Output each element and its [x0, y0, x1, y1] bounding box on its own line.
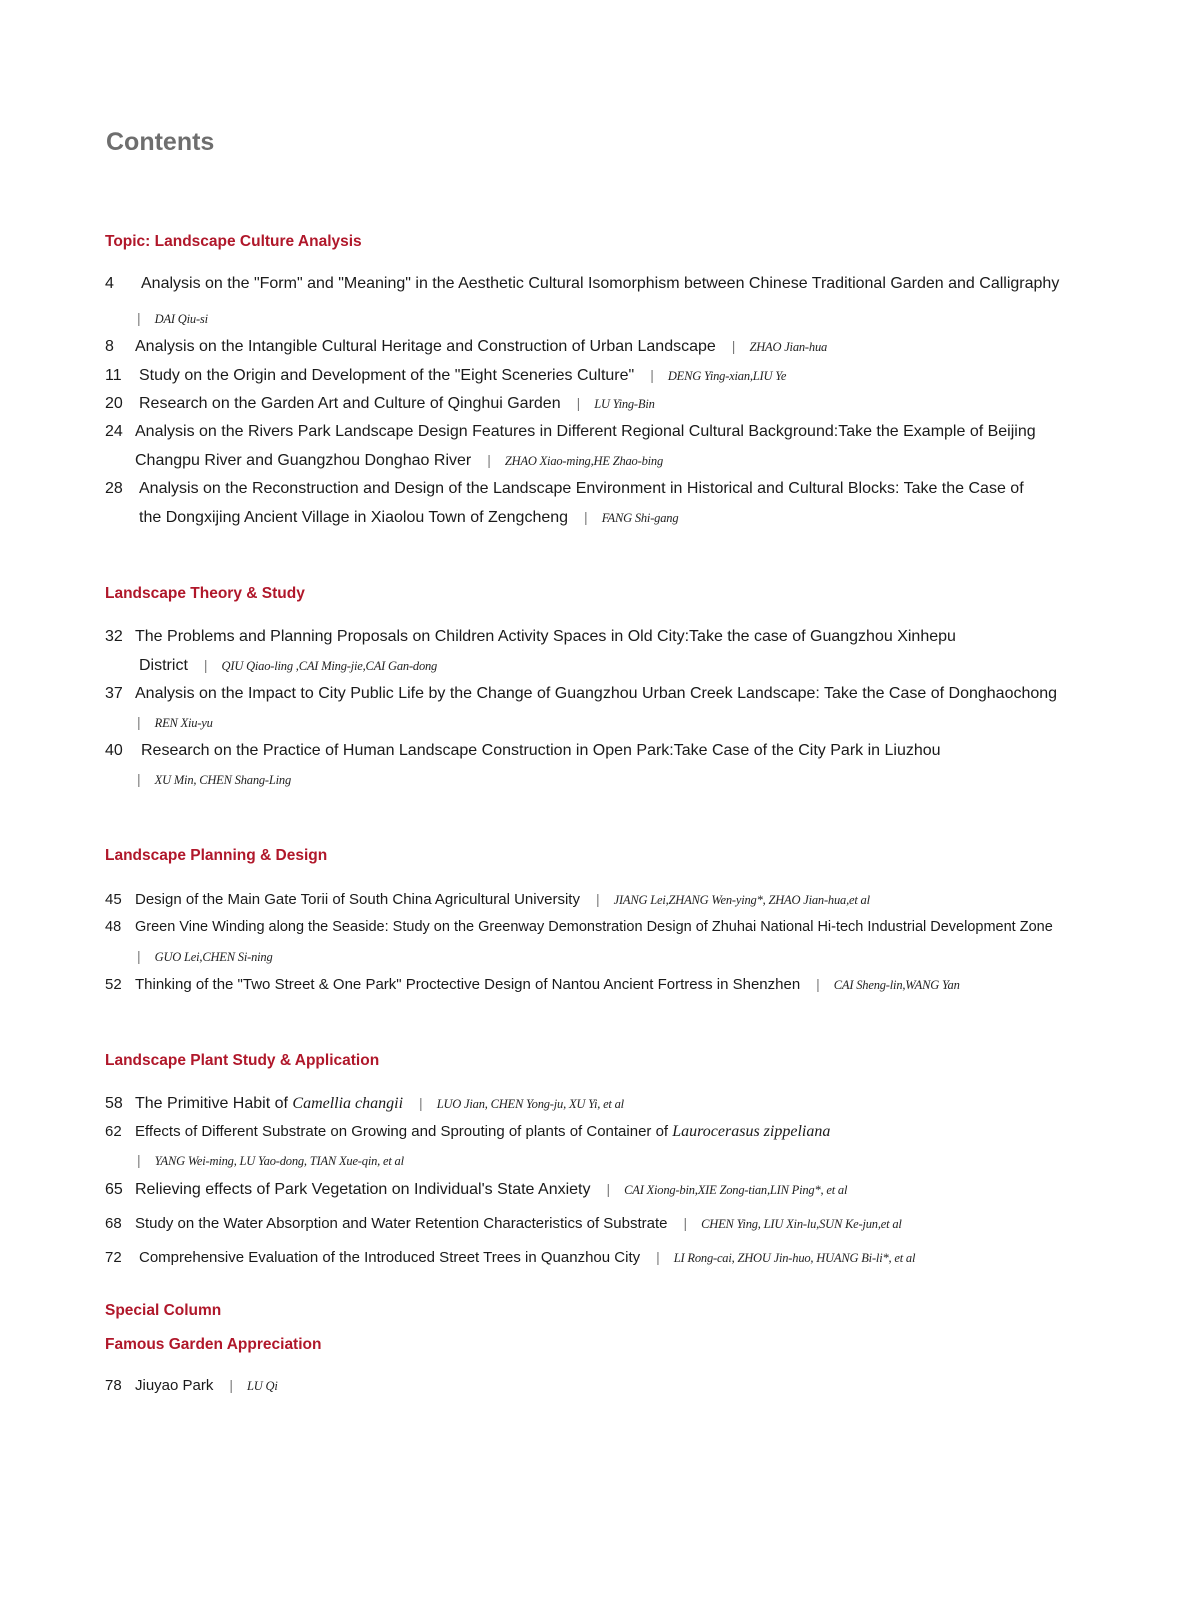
toc-entry-continuation: Changpu River and Guangzhou Donghao River | ZHAO Xiao-ming,HE Zhao-bing — [135, 452, 663, 469]
entry-author: REN Xiu-yu — [154, 716, 213, 730]
page-number: 37 — [105, 685, 123, 702]
section-heading-special: Special Column — [105, 1302, 222, 1319]
entry-author: DENG Ying-xian,LIU Ye — [667, 369, 787, 383]
page-number: 8 — [105, 338, 114, 355]
toc-entry[interactable]: 72 Comprehensive Evaluation of the Introduced Street Trees in Quanzhou City | LI Rong-cai, ZHOU Jin-huo, HUANG Bi-li*, et al — [105, 1249, 916, 1266]
subsection-heading-famous-garden: Famous Garden Appreciation — [105, 1336, 322, 1353]
page-number: 28 — [105, 480, 123, 497]
section-heading-culture: Topic: Landscape Culture Analysis — [105, 233, 362, 250]
toc-entry[interactable] — [105, 741, 941, 761]
page-number: 11 — [105, 367, 122, 384]
page-number: 4 — [105, 275, 114, 292]
page-number: 45 — [105, 891, 122, 908]
entry-author: LU Ying-Bin — [594, 397, 655, 411]
species-name: Laurocerasus zippeliana — [672, 1123, 831, 1140]
page-number: 62 — [105, 1123, 122, 1140]
entry-title-cont: the Dongxijing Ancient Village in Xiaolou Town of Zengcheng — [139, 509, 569, 526]
section-heading-planning: Landscape Planning & Design — [105, 847, 328, 864]
entry-title: The Problems and Planning Proposals on Children Activity Spaces in Old City:Take the case of Guangzhou Xinhepu — [135, 628, 956, 645]
toc-entry[interactable]: 11 Study on the Origin and Development of the "Eight Sceneries Culture" | DENG Ying-xian,LIU Ye — [105, 367, 787, 384]
entry-author: JIANG Lei,ZHANG Wen-ying*, ZHAO Jian-hua,et al — [613, 893, 870, 907]
toc-entry[interactable]: 65 Relieving effects of Park Vegetation on Individual's State Anxiety | CAI Xiong-bin,XIE Zong-tian,LIN Ping*, et al — [105, 1181, 848, 1198]
entry-author: ZHAO Xiao-ming,HE Zhao-bing — [504, 454, 663, 468]
page-number: 58 — [105, 1095, 123, 1112]
entry-author: CAI Sheng-lin,WANG Yan — [833, 978, 960, 992]
entry-title-cont: Changpu River and Guangzhou Donghao River — [135, 452, 472, 469]
entry-author: QIU Qiao-ling ,CAI Ming-jie,CAI Gan-dong — [221, 659, 438, 673]
entry-title: Study on the Origin and Development of the "Eight Sceneries Culture" — [139, 367, 635, 384]
toc-entry[interactable]: 58 The Primitive Habit of Camellia changii | LUO Jian, CHEN Yong-ju, XU Yi, et al — [105, 1095, 624, 1112]
entry-title: Thinking of the "Two Street & One Park" Proctective Design of Nantou Ancient Fortress in Shenzhen — [135, 976, 801, 993]
entry-author: DAI Qiu-si — [154, 312, 208, 326]
entry-author: CHEN Ying, LIU Xin-lu,SUN Ke-jun,et al — [701, 1217, 902, 1231]
toc-entry-author-line: | GUO Lei,CHEN Si-ning — [137, 948, 273, 964]
entry-author: FANG Shi-gang — [601, 511, 679, 525]
entry-author: YANG Wei-ming, LU Yao-dong, TIAN Xue-qin, et al — [154, 1154, 404, 1168]
entry-title: Analysis on the Impact to City Public Life by the Change of Guangzhou Urban Creek Landscape: Take the Case of Donghaochong — [135, 685, 1058, 702]
entry-title: Analysis on the Rivers Park Landscape Design Features in Different Regional Cultural Background:Take the Example of Beijing — [135, 423, 1036, 440]
species-name: Camellia changii — [292, 1095, 404, 1112]
toc-entry[interactable]: 78 Jiuyao Park | LU Qi — [105, 1377, 278, 1394]
entry-title: Research on the Garden Art and Culture of Qinghui Garden — [139, 395, 561, 412]
entry-title: The Primitive Habit of Camellia changii — [135, 1095, 404, 1112]
page-number: 24 — [105, 423, 123, 440]
entry-title: Analysis on the "Form" and "Meaning" in the Aesthetic Cultural Isomorphism between Chinese Traditional Garden and Calligraphy — [141, 275, 1060, 292]
page-number: 20 — [105, 395, 123, 412]
page-number: 52 — [105, 976, 122, 993]
toc-entry[interactable] — [105, 274, 1059, 294]
toc-entry[interactable] — [105, 627, 956, 647]
entry-title: Green Vine Winding along the Seaside: Study on the Greenway Demonstration Design of Zhuhai National Hi-tech Industrial Development Zone — [135, 919, 1053, 935]
entry-author: ZHAO Jian-hua — [749, 340, 828, 354]
page-number: 72 — [105, 1249, 122, 1266]
toc-entry-author-line: | YANG Wei-ming, LU Yao-dong, TIAN Xue-qin, et al — [137, 1152, 404, 1168]
entry-title: Research on the Practice of Human Landscape Construction in Open Park:Take Case of the City Park in Liuzhou — [141, 742, 941, 759]
entry-author: XU Min, CHEN Shang-Ling — [154, 773, 292, 787]
toc-entry[interactable] — [105, 1122, 830, 1142]
section-heading-plant: Landscape Plant Study & Application — [105, 1052, 380, 1069]
entry-author: LUO Jian, CHEN Yong-ju, XU Yi, et al — [436, 1097, 624, 1111]
page-title: Contents — [106, 128, 215, 156]
entry-title: Design of the Main Gate Torii of South China Agricultural University — [135, 891, 580, 908]
toc-entry[interactable]: 52 Thinking of the "Two Street & One Park" Proctective Design of Nantou Ancient Fortress in Shenzhen | CAI Sheng-lin,WANG Yan — [105, 976, 960, 993]
toc-entry-author-line: | XU Min, CHEN Shang-Ling — [137, 771, 292, 787]
toc-entry[interactable] — [105, 684, 1057, 704]
entry-author: GUO Lei,CHEN Si-ning — [154, 950, 273, 964]
page-number: 65 — [105, 1181, 123, 1198]
page-number: 40 — [105, 742, 123, 759]
entry-author: CAI Xiong-bin,XIE Zong-tian,LIN Ping*, et al — [624, 1183, 848, 1197]
page-number: 68 — [105, 1215, 122, 1232]
entry-title: Comprehensive Evaluation of the Introduced Street Trees in Quanzhou City — [139, 1249, 641, 1266]
entry-title: Effects of Different Substrate on Growing and Sprouting of plants of Container of Laurocerasus zippeliana — [135, 1123, 831, 1140]
entry-title: Study on the Water Absorption and Water Retention Characteristics of Substrate — [135, 1215, 668, 1232]
section-heading-theory: Landscape Theory & Study — [105, 585, 305, 602]
page-number: 78 — [105, 1377, 122, 1394]
page-number: 48 — [105, 919, 122, 935]
entry-author: LI Rong-cai, ZHOU Jin-huo, HUANG Bi-li*, et al — [673, 1251, 916, 1265]
page-number: 32 — [105, 628, 123, 645]
toc-entry-author-line: | REN Xiu-yu — [137, 714, 213, 730]
toc-entry-continuation: District | QIU Qiao-ling ,CAI Ming-jie,CAI Gan-dong — [139, 657, 438, 674]
toc-entry[interactable] — [105, 479, 1024, 499]
entry-title: Relieving effects of Park Vegetation on Individual's State Anxiety — [135, 1181, 591, 1198]
entry-author: LU Qi — [247, 1379, 278, 1393]
toc-entry-continuation: the Dongxijing Ancient Village in Xiaolou Town of Zengcheng | FANG Shi-gang — [139, 509, 679, 526]
toc-entry[interactable]: 20 Research on the Garden Art and Culture of Qinghui Garden | LU Ying-Bin — [105, 395, 655, 412]
entry-title: Jiuyao Park — [135, 1377, 214, 1394]
toc-entry-author-line: | DAI Qiu-si — [137, 310, 208, 326]
toc-entry[interactable]: 68 Study on the Water Absorption and Water Retention Characteristics of Substrate | CHEN Ying, LIU Xin-lu,SUN Ke-jun,et al — [105, 1215, 902, 1232]
toc-entry[interactable]: 8 Analysis on the Intangible Cultural Heritage and Construction of Urban Landscape | ZHAO Jian-hua — [105, 338, 828, 355]
toc-entry[interactable] — [105, 422, 1036, 442]
toc-entry[interactable]: 45 Design of the Main Gate Torii of South China Agricultural University | JIANG Lei,ZHANG Wen-ying*, ZHAO Jian-hua,et al — [105, 891, 870, 908]
entry-title-cont: District — [139, 657, 188, 674]
toc-entry[interactable] — [105, 917, 1053, 937]
entry-title: Analysis on the Intangible Cultural Heritage and Construction of Urban Landscape — [135, 338, 716, 355]
entry-title: Analysis on the Reconstruction and Design of the Landscape Environment in Historical and Cultural Blocks: Take the Case of — [139, 480, 1024, 497]
